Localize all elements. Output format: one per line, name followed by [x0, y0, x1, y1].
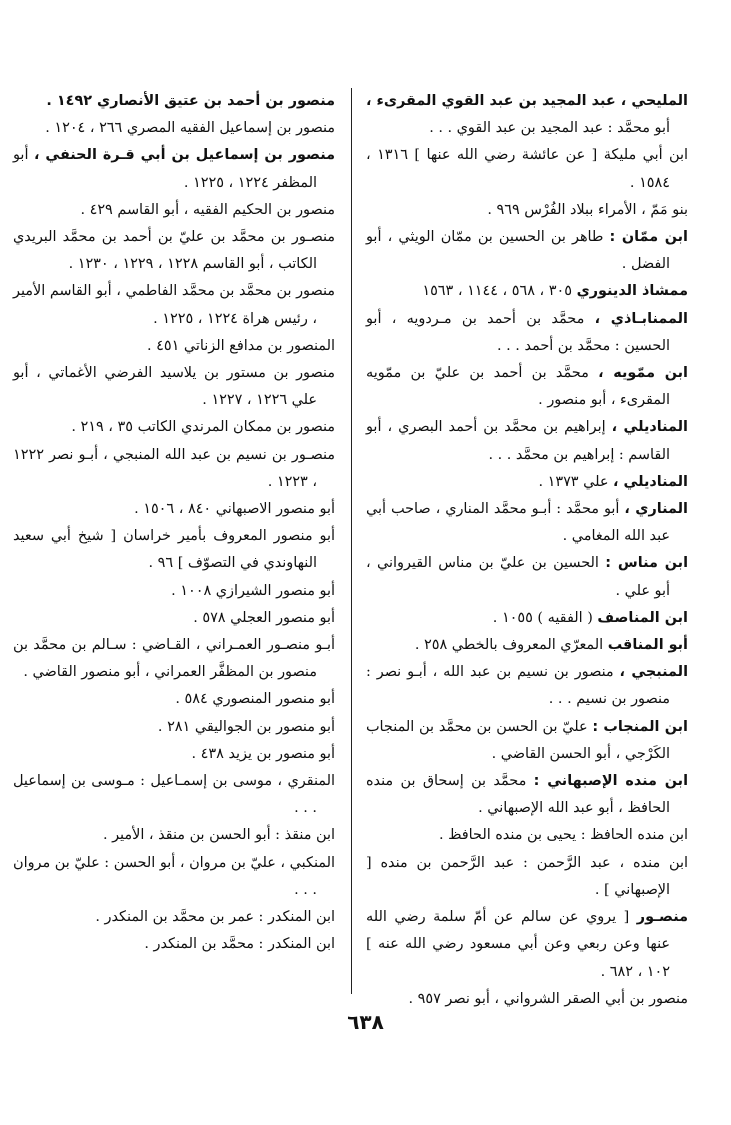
index-entry	[366, 88, 688, 142]
entry-text: ٣٠٥ ، ٥٦٨ ، ١١٤٤ ، ١٥٦٣	[422, 283, 577, 300]
entry-text: أبو محمَّد : أبـو محمَّد المناري ، صاحب أبي عبد الله المغامي .	[366, 501, 670, 545]
entry-text: ابن أبي مليكة [ عن عائشة رضي الله عنها ] ١٣١٦ ، ١٥٨٤ .	[366, 147, 688, 191]
index-entry	[366, 632, 688, 659]
entry-text: منصور بن الحكيم الفقيه ، أبو القاسم ٤٢٩ .	[80, 201, 335, 218]
entry-heading: ممشاذ الدينوري	[576, 283, 688, 300]
entry-text: منصـور بن نسيم بن عبد الله المنبجي ، أبـو نصر ١٢٢٢ ، ١٢٢٣ .	[13, 446, 335, 490]
entry-text: محمَّد بن أحمد بن مـردويه ، أبو الحسين : محمَّد بن أحمد . . .	[366, 310, 670, 354]
right-column	[366, 88, 688, 1013]
entry-heading: ابن مناس :	[605, 555, 688, 572]
index-entry	[13, 904, 335, 931]
entry-text: منصور بن إسماعيل الفقيه المصري ٢٦٦ ، ١٢٠٤ .	[45, 120, 335, 137]
entry-text: منصور بن مستور بن يلاسيد الفرضي الأغماتي ، أبو علي ١٢٢٦ ، ١٢٢٧ .	[13, 365, 335, 409]
entry-text: [ يروي عن سالم عن أمّ سلمة رضي الله عنها وعن ربعي وعن أبي مسعود رضي الله عنه ] ١٠٢ ، ٦٨٢ .	[366, 909, 670, 980]
index-entry	[13, 442, 335, 496]
column-divider	[351, 88, 352, 994]
entry-text: ابن المنكدر : محمَّد بن المنكدر .	[144, 936, 335, 953]
index-entry	[366, 822, 688, 849]
index-entry	[13, 496, 335, 523]
entry-heading: المليحي ، عبد المجيد بن عبد القوي المقرىء ،	[366, 93, 688, 109]
index-entry	[13, 605, 335, 632]
index-entry	[13, 142, 335, 196]
entry-heading: أبو المناقب	[607, 637, 688, 654]
entry-text: ابن المنكدر : عمر بن محمَّد بن المنكدر .	[95, 909, 335, 926]
index-entry	[13, 414, 335, 441]
index-entry	[366, 550, 688, 604]
entry-text: عليّ بن الحسن بن محمَّد بن المنجاب الكَرْجي ، أبو الحسن القاضي .	[366, 718, 670, 762]
entry-heading: المناديلي ،	[611, 419, 688, 436]
left-column	[13, 88, 335, 959]
entry-heading: المناري ،	[624, 501, 688, 518]
entry-text: علي ١٣٧٣ .	[538, 473, 614, 490]
entry-text: أبو منصور بن الجواليقي ٢٨١ .	[157, 718, 335, 735]
index-entry	[13, 686, 335, 713]
index-entry	[13, 224, 335, 278]
entry-text: طاهر بن الحسين بن ممّان الويثي ، أبو الفضل .	[366, 229, 670, 273]
entry-text: أبـو منصـور العمـراني ، القـاضي : سـالم بن محمَّد بن منصور بن المظفَّر العمراني ، أبو منصور القاضي .	[13, 637, 335, 681]
index-entry	[366, 197, 688, 224]
index-entry	[366, 360, 688, 414]
index-entry	[13, 278, 335, 332]
entry-text: منصور بن ممكان المرندي الكاتب ٣٥ ، ٢١٩ .	[71, 419, 335, 436]
entry-text: أبو منصور الشيرازي ١٠٠٨ .	[171, 582, 335, 599]
entry-heading: ابن ممّان :	[609, 229, 688, 246]
entry-text: منصور بن نسيم بن عبد الله ، أبـو نصر : منصور بن نسيم . . .	[366, 664, 670, 708]
entry-text: أبو منصور المنصوري ٥٨٤ .	[175, 691, 335, 708]
entry-text: أبو محمَّد : عبد المجيد بن عبد القوي . . .	[429, 120, 670, 137]
entry-heading: الممنابـاذي ،	[594, 310, 688, 327]
entry-text: أبو منصور العجلي ٥٧٨ .	[193, 609, 335, 626]
entry-heading: منصور بن إسماعيل بن أبي قـرة الحنفي ،	[33, 147, 335, 164]
index-entry	[366, 224, 688, 278]
index-entry	[13, 578, 335, 605]
entry-text: أبو منصور بن يزيد ٤٣٨ .	[191, 745, 335, 762]
page-number: ٦٣٨	[347, 1010, 384, 1034]
entry-text: محمَّد بن أحمد بن عليّ بن ممّويه المقرىء ، أبو منصور .	[366, 365, 670, 409]
entry-heading: ابن المنجاب :	[592, 718, 688, 735]
index-entry	[366, 850, 688, 904]
entry-text: ( الفقيه ) ١٠٥٥ .	[492, 609, 598, 626]
index-entry	[366, 659, 688, 713]
entry-heading: المنبجي ،	[619, 664, 688, 681]
index-entry	[13, 333, 335, 360]
entry-heading: ابن ممّويه ،	[598, 365, 688, 382]
entry-text: أبو منصور المعروف بأمير خراسان [ شيخ أبي سعيد النهاوندي في التصوّف ] ٩٦ .	[13, 528, 335, 572]
entry-heading: ابن منده الإصبهاني :	[533, 773, 689, 790]
entry-text: محمَّد بن إسحاق بن منده الحافظ ، أبو عبد الله الإصبهاني .	[366, 773, 670, 817]
entry-heading: منصور بن أحمد بن عتيق الأنصاري ١٤٩٢ .	[46, 93, 335, 109]
index-entry	[13, 115, 335, 142]
index-entry	[366, 904, 688, 986]
index-entry	[13, 714, 335, 741]
entry-text: أبو المظفر ١٢٢٤ ، ١٢٢٥ .	[13, 147, 317, 191]
entry-text: ابن منده الحافظ : يحيى بن منده الحافظ .	[438, 827, 688, 844]
index-entry	[366, 306, 688, 360]
index-entry	[13, 768, 335, 822]
entry-text: منصـور بن محمَّد بن عليّ بن أحمد بن محمَّد البريدي الكاتب ، أبو القاسم ١٢٢٨ ، ١٢٢٩ ، ١٢٣٠ .	[13, 229, 335, 273]
entry-heading: المناديلي ،	[613, 473, 688, 490]
index-entry	[13, 88, 335, 115]
entry-text: المنقري ، موسى بن إسمـاعيل : مـوسى بن إسماعيل . . .	[13, 773, 335, 817]
entry-text: ابن منده ، عبد الرَّحمن : عبد الرَّحمن بن منده [ الإصبهاني ] .	[366, 854, 688, 898]
entry-text: الحسين بن عليّ بن مناس القيرواني ، أبو علي .	[366, 555, 670, 599]
index-entry	[13, 632, 335, 686]
entry-text: بنو مَمّ ، الأمراء ببلاد الفُرْس ٩٦٩ .	[487, 201, 688, 218]
entry-text: إبراهيم بن محمَّد بن أحمد البصري ، أبو القاسم : إبراهيم بن محمَّد . . .	[366, 419, 670, 463]
entry-heading: منصـور	[636, 909, 688, 926]
index-entry	[13, 197, 335, 224]
entry-text: منصور بن أبي الصقر الشرواني ، أبو نصر ٩٥٧ .	[408, 990, 688, 1007]
index-entry	[366, 142, 688, 196]
index-entry	[13, 360, 335, 414]
index-entry	[366, 714, 688, 768]
index-entry	[366, 768, 688, 822]
index-entry	[13, 741, 335, 768]
index-entry	[366, 605, 688, 632]
entry-text: المنصور بن مدافع الزناتي ٤٥١ .	[146, 337, 335, 354]
entry-text: أبو منصور الاصبهاني ٨٤٠ ، ١٥٠٦ .	[134, 501, 335, 518]
entry-text: منصور بن محمَّد بن محمَّد الفاطمي ، أبو القاسم الأمير ، رئيس هراة ١٢٢٤ ، ١٢٢٥ .	[13, 283, 335, 327]
entry-text: المعرّي المعروف بالخطي ٢٥٨ .	[414, 637, 608, 654]
index-entry	[13, 822, 335, 849]
entry-text: المنكبي ، عليّ بن مروان ، أبو الحسن : عليّ بن مروان . . .	[13, 854, 335, 898]
entry-text: ابن منقذ : أبو الحسن بن منقذ ، الأمير .	[102, 827, 335, 844]
index-entry	[366, 469, 688, 496]
index-entry	[366, 414, 688, 468]
index-entry	[13, 931, 335, 958]
index-entry	[13, 850, 335, 904]
index-entry	[366, 986, 688, 1013]
index-entry	[366, 496, 688, 550]
index-entry	[13, 523, 335, 577]
index-entry	[366, 278, 688, 305]
entry-heading: ابن المناصف	[597, 609, 688, 626]
